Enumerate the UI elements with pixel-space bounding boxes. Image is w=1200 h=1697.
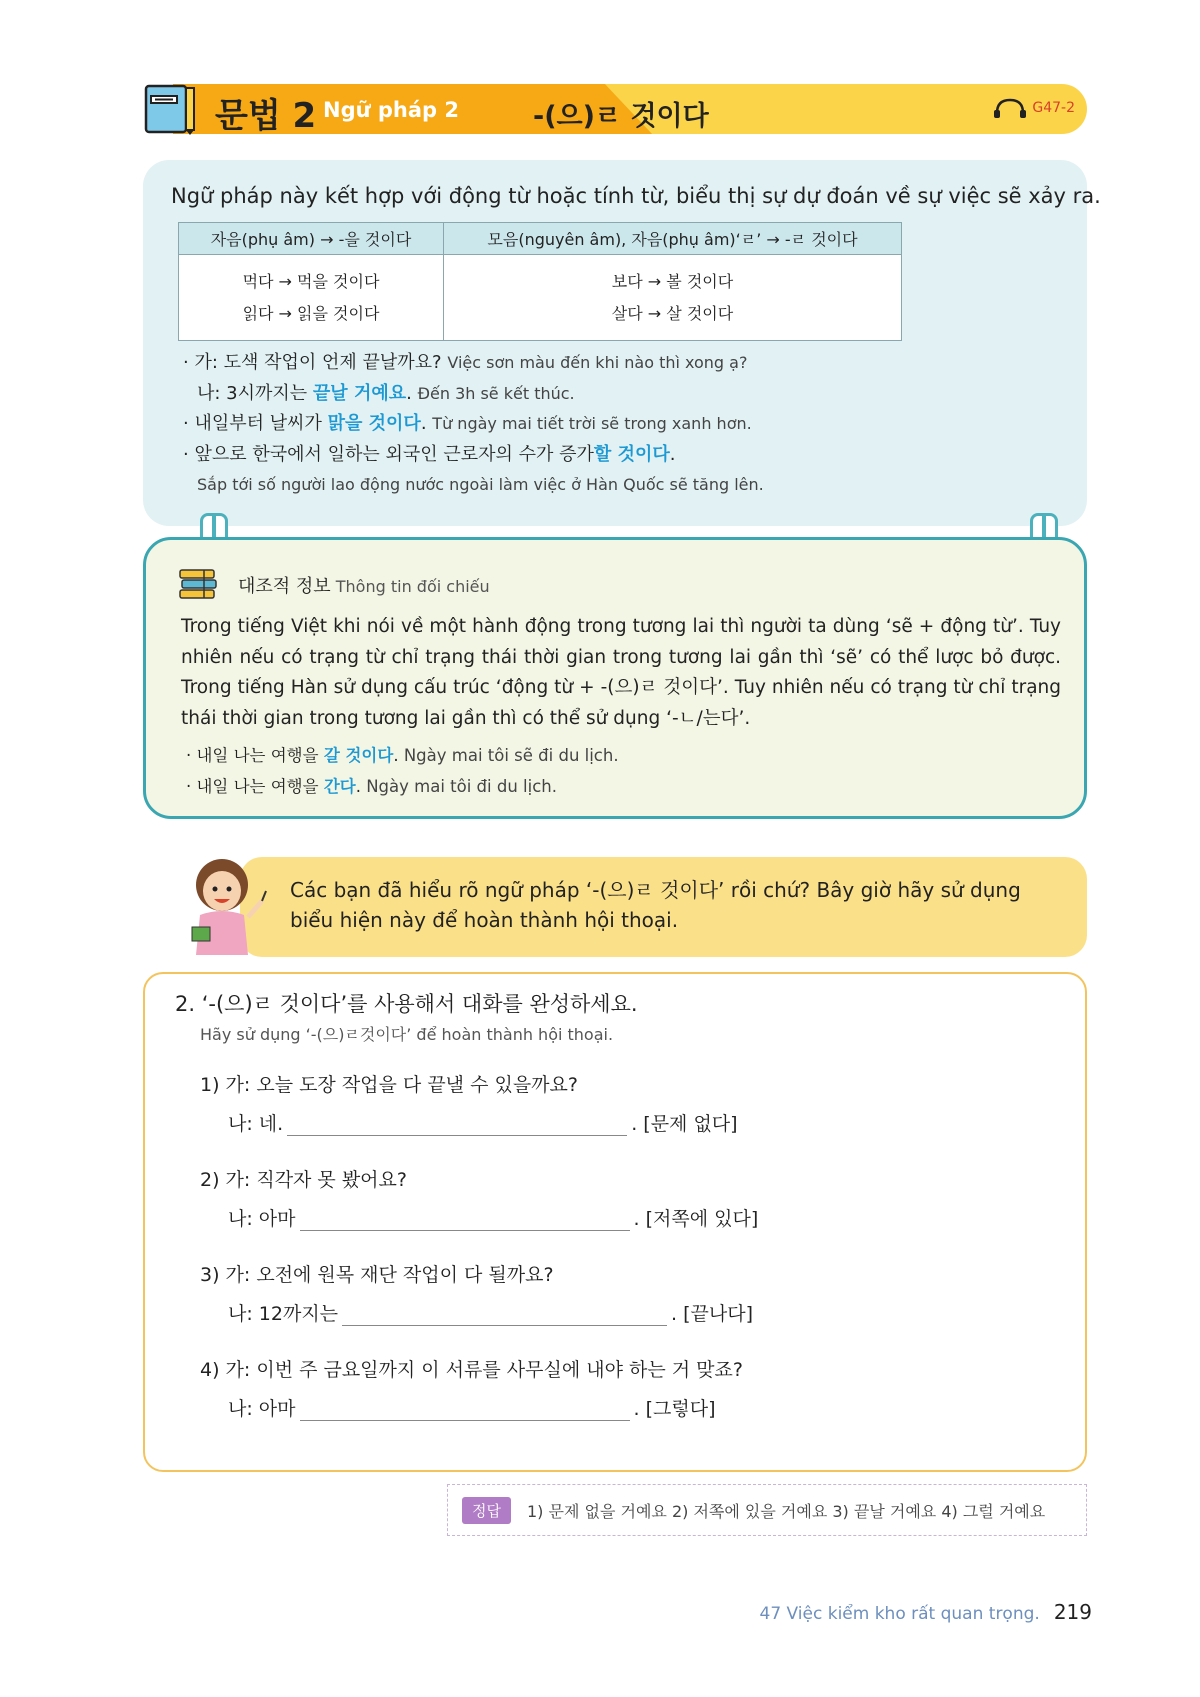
lesson-title: 문법 2 [215,96,317,136]
exercise-question [200,1260,753,1326]
audio-code: G47-2 [1032,100,1075,116]
table-example: 보다 → 볼 것이다 [611,271,734,291]
book-icon [143,82,199,136]
example-korean: · 내일 나는 여행을 [186,777,324,796]
example-line [183,440,764,471]
comparison-info-box [143,537,1087,819]
grammar-pattern: -(으)ㄹ 것이다 [533,101,709,132]
example-highlight: 간다 [323,777,356,796]
question-prompt: 1) 가: 오늘 도장 작업을 다 끝낼 수 있을까요? [200,1074,578,1096]
example-highlight: 갈 것이다 [323,746,394,765]
answer-prefix: 나: 12까지는 [228,1303,339,1325]
example-highlight: 맑을 것이다 [327,413,421,434]
answer-hint: . [저쪽에 있다] [633,1208,759,1230]
example-korean: · 가: 도색 작업이 언제 끝날까요? [183,352,442,373]
answer-line [200,1109,738,1136]
answer-key [447,1484,1087,1536]
section-header [143,82,1087,136]
table-example: 먹다 → 먹을 것이다 [242,271,380,291]
answer-prefix: 나: 아마 [228,1208,296,1230]
answer-line [200,1204,758,1231]
table-cell-vowel [444,255,902,341]
example-highlight: 할 것이다 [593,443,670,465]
example-line [183,470,764,501]
conjugation-table [178,222,902,341]
exercise-question [200,1165,758,1231]
grammar-explanation-box [143,160,1101,526]
exercise-box [143,972,1087,1472]
example-korean: · 내일 나는 여행을 [186,746,324,765]
comparison-body: Trong tiếng Việt khi nói về một hành động trong tương lai thì người ta dùng ‘sẽ + động từ’. Tuy nhiên nếu có trạng từ chỉ trạng thái thời gian trong tương lai gần thì ‘sẽ’ có thể lược bỏ được. Trong tiếng Hàn sử dụng cấu trúc ‘động từ + -(으)ㄹ 것이다’. Tuy nhiên nếu có trạng từ chỉ trạng thái thời gian trong tương lai gần thì có thể sử dụng ‘-ㄴ/는다’. [181,616,1061,729]
audio-track[interactable] [992,97,1075,119]
table-header-vowel: 모음(nguyên âm), 자음(phụ âm)‘ㄹ’ → -ㄹ 것이다 [444,223,902,255]
example-vietnamese: Ngày mai tôi sẽ đi du lịch. [403,746,619,765]
comparison-heading [178,568,490,602]
stacked-books-icon [178,568,218,602]
answer-line [200,1299,753,1326]
table-header-consonant: 자음(phụ âm) → -을 것이다 [179,223,444,255]
example-vietnamese: Từ ngày mai tiết trời sẽ trong xanh hơn. [432,414,752,433]
lesson-subtitle: Ngữ pháp 2 [323,98,459,122]
answer-blank[interactable] [342,1304,667,1326]
example-highlight: 끝날 거예요 [312,382,407,404]
answer-prefix: 나: 네. [228,1113,284,1135]
example-punct: . [406,382,412,404]
example-korean: 나: 3시까지는 [197,382,313,404]
answer-hint: . [끝나다] [671,1303,754,1325]
exercise-title: 2. ‘-(으)ㄹ 것이다’를 사용해서 대화를 완성하세요. [175,992,638,1016]
exercise-question [200,1355,743,1421]
answer-prefix: 나: 아마 [228,1398,296,1420]
comparison-examples [186,740,619,802]
answer-line [200,1394,743,1421]
teacher-tip-bubble [240,857,1087,957]
answer-blank[interactable] [300,1209,630,1231]
answer-blank[interactable] [300,1399,630,1421]
answer-blank[interactable] [287,1114,627,1136]
grammar-intro: Ngữ pháp này kết hợp với động từ hoặc tính từ, biểu thị sự dự đoán về sự việc sẽ xảy ra. [171,184,1101,208]
example-line [186,740,619,771]
grammar-examples [183,348,764,501]
example-punct: . [355,777,361,796]
example-punct: . [393,746,399,765]
example-line [186,771,619,802]
exercise-subtitle: Hãy sử dụng ‘-(으)ㄹ것이다’ để hoàn thành hội thoại. [200,1025,614,1044]
teacher-illustration [182,855,272,965]
comparison-title-vi: Thông tin đối chiếu [335,577,490,596]
headphones-icon[interactable] [992,97,1028,119]
example-vietnamese: Việc sơn màu đến khi nào thì xong ạ? [447,353,748,372]
example-vietnamese: Sắp tới số người lao động nước ngoài làm việc ở Hàn Quốc sẽ tăng lên. [197,475,764,494]
comparison-title-ko: 대조적 정보 [238,576,331,597]
page-footer [760,1600,1093,1624]
answer-hint: . [그렇다] [633,1398,716,1420]
example-line [183,379,764,410]
example-korean: · 내일부터 날씨가 [183,413,328,434]
table-example: 읽다 → 읽을 것이다 [242,303,380,323]
example-vietnamese: Ngày mai tôi đi du lịch. [366,777,557,796]
exercise-question [200,1070,738,1136]
lesson-footer-title: 47 Việc kiểm kho rất quan trọng. [759,1604,1040,1624]
answer-hint: . [문제 없다] [631,1113,738,1135]
example-punct: . [669,443,676,465]
table-example: 살다 → 살 것이다 [611,303,734,323]
page-number: 219 [1053,1600,1092,1624]
example-korean: · 앞으로 한국에서 일하는 외국인 근로자의 수가 증가 [183,443,594,465]
tip-text: Các bạn đã hiểu rõ ngữ pháp ‘-(으)ㄹ 것이다’ rồi chứ? Bây giờ hãy sử dụng biểu hiện này để hoàn thành hội thoại. [290,878,1021,932]
example-line [183,409,764,440]
answer-key-text: 1) 문제 없을 거예요 2) 저쪽에 있을 거예요 3) 끝날 거예요 4) 그럴 거예요 [526,1501,1046,1521]
example-line [183,348,764,379]
question-prompt: 2) 가: 직각자 못 봤어요? [200,1169,407,1191]
example-vietnamese: Đến 3h sẽ kết thúc. [417,383,575,403]
answer-key-label: 정답 [462,1497,511,1524]
table-cell-consonant [179,255,444,341]
question-prompt: 4) 가: 이번 주 금요일까지 이 서류를 사무실에 내야 하는 거 맞죠? [200,1359,743,1381]
example-punct: . [420,413,427,434]
question-prompt: 3) 가: 오전에 원목 재단 작업이 다 될까요? [200,1264,554,1286]
